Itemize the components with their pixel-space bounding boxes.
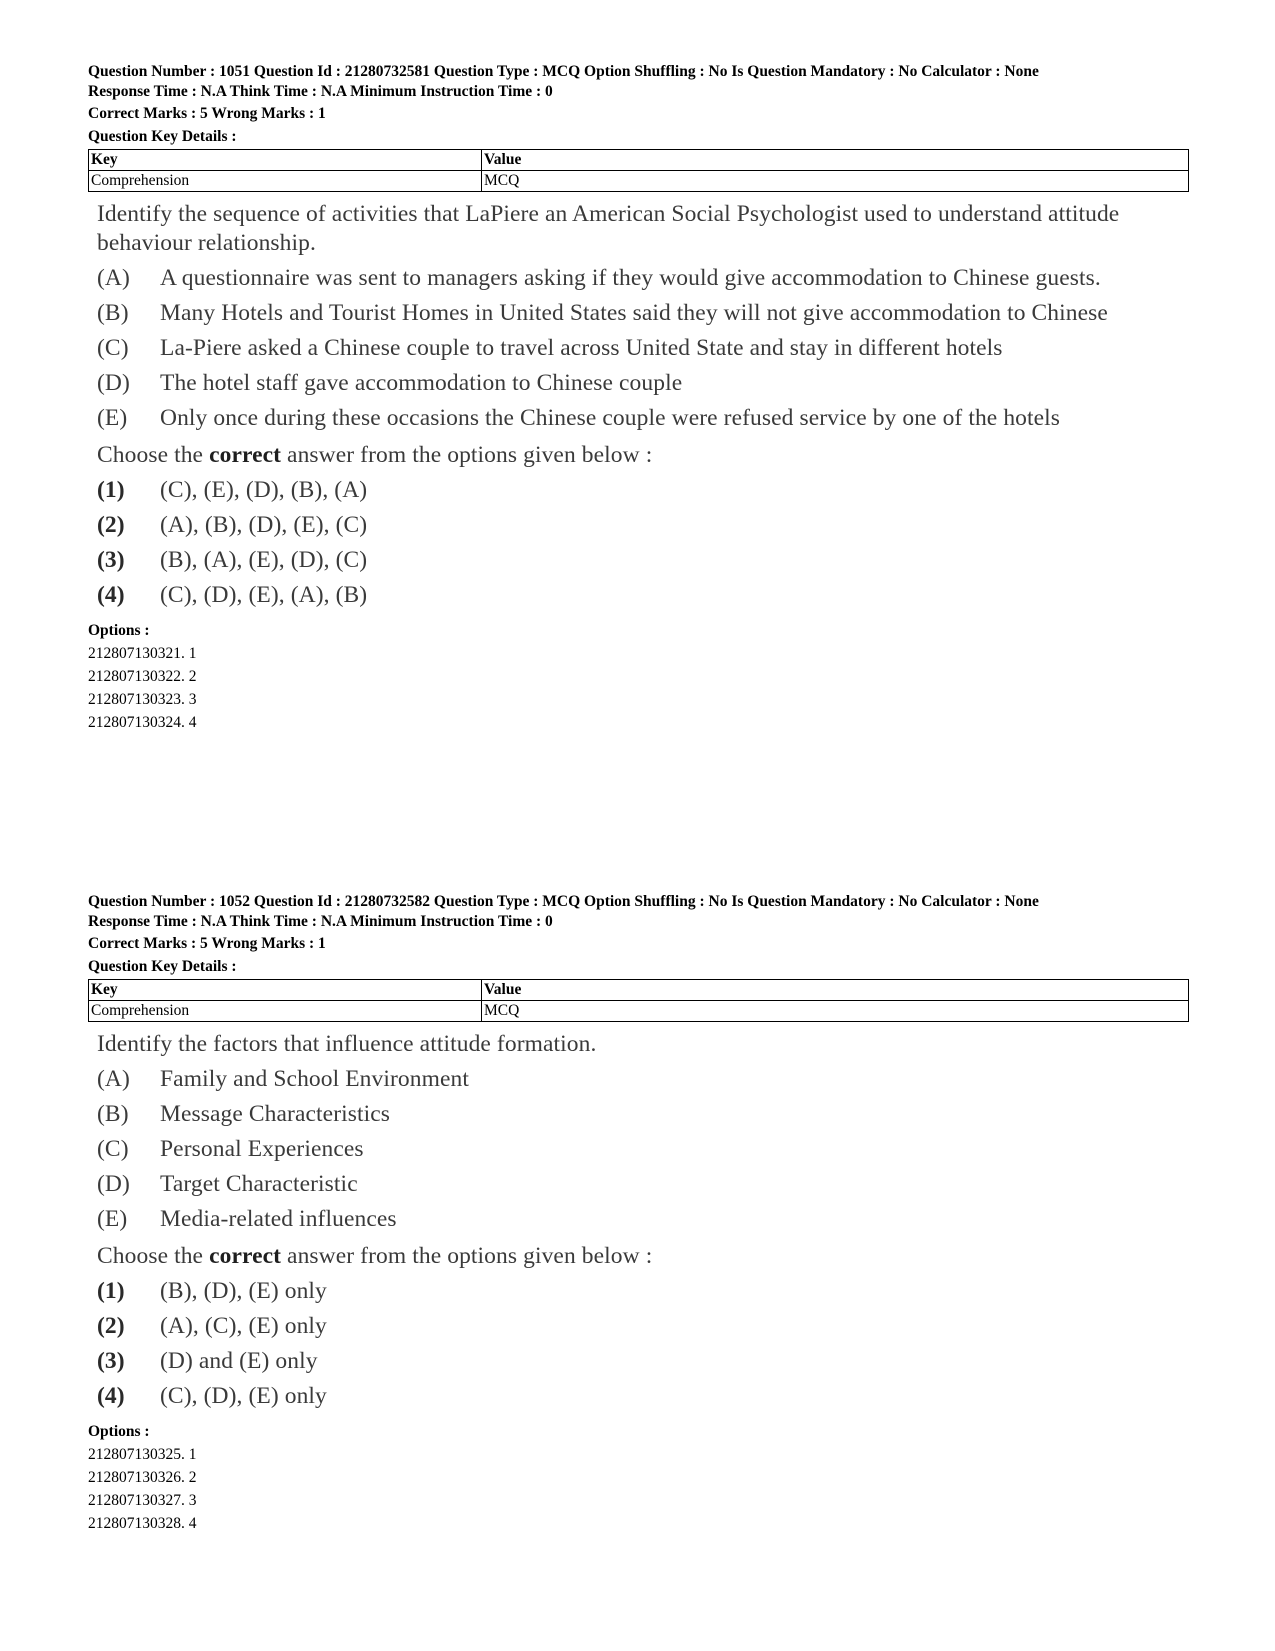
instruction-post: answer from the options given below :: [281, 1243, 653, 1269]
instruction-post: answer from the options given below :: [281, 442, 653, 468]
table-cell-key: Comprehension: [89, 171, 482, 192]
key-details-label: Question Key Details :: [88, 128, 237, 145]
answer-text: (A), (C), (E) only: [160, 1313, 327, 1339]
question-meta-line2: Response Time : N.A Think Time : N.A Minimum Instruction Time : 0: [88, 912, 553, 930]
key-value-table: [88, 979, 1189, 1022]
table-cell-key: Comprehension: [89, 1001, 482, 1022]
option-id-row: 212807130321. 1: [88, 645, 197, 662]
question-stem: Identify the sequence of activities that LaPiere an American Social Psychologist used to understand attitude behaviour relationship.: [97, 201, 1120, 256]
answer-text: (C), (D), (E), (A), (B): [160, 582, 368, 608]
answer-label: (1): [97, 1278, 125, 1304]
item-label: (E): [97, 1206, 128, 1232]
question-body: [97, 200, 1197, 610]
question-body: [97, 1030, 1197, 1411]
answer-label: (2): [97, 512, 125, 538]
question-stem: Identify the factors that influence attitude formation.: [97, 1031, 597, 1057]
answer-label: (3): [97, 547, 125, 573]
answer-label: (4): [97, 1383, 125, 1409]
instruction-bold: correct: [209, 1243, 282, 1269]
answer-choice: [97, 581, 1197, 610]
answer-choice: [97, 1347, 1197, 1376]
key-value-table: [88, 149, 1189, 192]
answer-instruction: [97, 441, 1197, 470]
question-meta-line1: Question Number : 1052 Question Id : 21280732582 Question Type : MCQ Option Shuffling : No Is Question Mandatory : No Calculator : None: [88, 893, 1039, 910]
option-id-row: 212807130325. 1: [88, 1446, 197, 1463]
answer-text: (B), (A), (E), (D), (C): [160, 547, 368, 573]
option-id-row: 212807130323. 3: [88, 691, 197, 708]
item-label: (C): [97, 1136, 129, 1162]
option-id-row: 212807130327. 3: [88, 1492, 197, 1509]
item-text: La-Piere asked a Chinese couple to travel across United State and stay in different hotels: [160, 335, 1003, 361]
item-text: Many Hotels and Tourist Homes in United States said they will not give accommodation to Chinese: [160, 300, 1108, 326]
list-item: [97, 1170, 1197, 1199]
item-label: (A): [97, 1066, 130, 1092]
answer-text: (C), (E), (D), (B), (A): [160, 477, 368, 503]
list-item: [97, 1065, 1197, 1094]
item-label: (E): [97, 405, 128, 431]
instruction-bold: correct: [209, 442, 282, 468]
item-text: Message Characteristics: [160, 1101, 391, 1127]
table-header-row: [89, 980, 1189, 1001]
answer-choice: [97, 1382, 1197, 1411]
question-meta-line2: Response Time : N.A Think Time : N.A Minimum Instruction Time : 0: [88, 82, 553, 100]
options-label: Options :: [88, 1423, 150, 1440]
item-label: (C): [97, 335, 129, 361]
answer-choice: [97, 1312, 1197, 1341]
marks-line: Correct Marks : 5 Wrong Marks : 1: [88, 105, 326, 122]
table-row: [89, 171, 1189, 192]
instruction-pre: Choose the: [97, 1243, 210, 1269]
answer-choice: [97, 1277, 1197, 1306]
table-header-row: [89, 150, 1189, 171]
answer-text: (A), (B), (D), (E), (C): [160, 512, 368, 538]
table-header-value: Value: [482, 150, 1189, 171]
question-block: [88, 892, 1188, 1535]
options-label: Options :: [88, 622, 150, 639]
item-label: (B): [97, 300, 129, 326]
answer-label: (3): [97, 1348, 125, 1374]
key-details-label: Question Key Details :: [88, 958, 237, 975]
table-header-value: Value: [482, 980, 1189, 1001]
list-item: [97, 369, 1197, 398]
table-row: [89, 1001, 1189, 1022]
answer-instruction: [97, 1242, 1197, 1271]
item-label: (A): [97, 265, 130, 291]
marks-line: Correct Marks : 5 Wrong Marks : 1: [88, 935, 326, 952]
item-text: Only once during these occasions the Chinese couple were refused service by one of the hotels: [160, 405, 1061, 431]
item-text: The hotel staff gave accommodation to Chinese couple: [160, 370, 683, 396]
item-text: A questionnaire was sent to managers asking if they would give accommodation to Chinese guests.: [160, 265, 1101, 291]
answer-choice: [97, 546, 1197, 575]
table-cell-value: MCQ: [482, 1001, 1189, 1022]
item-label: (D): [97, 1171, 130, 1197]
question-meta-line1: Question Number : 1051 Question Id : 21280732581 Question Type : MCQ Option Shuffling : No Is Question Mandatory : No Calculator : None: [88, 63, 1039, 80]
list-item: [97, 1205, 1197, 1234]
item-label: (B): [97, 1101, 129, 1127]
list-item: [97, 264, 1197, 293]
question-block: [88, 62, 1188, 734]
answer-label: (2): [97, 1313, 125, 1339]
item-text: Family and School Environment: [160, 1066, 470, 1092]
answer-text: (D) and (E) only: [160, 1348, 318, 1374]
table-cell-value: MCQ: [482, 171, 1189, 192]
list-item: [97, 1135, 1197, 1164]
option-id-row: 212807130322. 2: [88, 668, 197, 685]
answer-text: (B), (D), (E) only: [160, 1278, 327, 1304]
table-header-key: Key: [89, 980, 482, 1001]
item-text: Target Characteristic: [160, 1171, 358, 1197]
answer-label: (4): [97, 582, 125, 608]
item-label: (D): [97, 370, 130, 396]
list-item: [97, 299, 1197, 328]
list-item: [97, 334, 1197, 363]
answer-choice: [97, 476, 1197, 505]
option-id-row: 212807130324. 4: [88, 714, 197, 731]
table-header-key: Key: [89, 150, 482, 171]
option-id-row: 212807130328. 4: [88, 1515, 197, 1532]
list-item: [97, 1100, 1197, 1129]
option-id-row: 212807130326. 2: [88, 1469, 197, 1486]
item-text: Personal Experiences: [160, 1136, 364, 1162]
answer-text: (C), (D), (E) only: [160, 1383, 327, 1409]
answer-choice: [97, 511, 1197, 540]
list-item: [97, 404, 1197, 433]
item-text: Media-related influences: [160, 1206, 397, 1232]
instruction-pre: Choose the: [97, 442, 210, 468]
answer-label: (1): [97, 477, 125, 503]
